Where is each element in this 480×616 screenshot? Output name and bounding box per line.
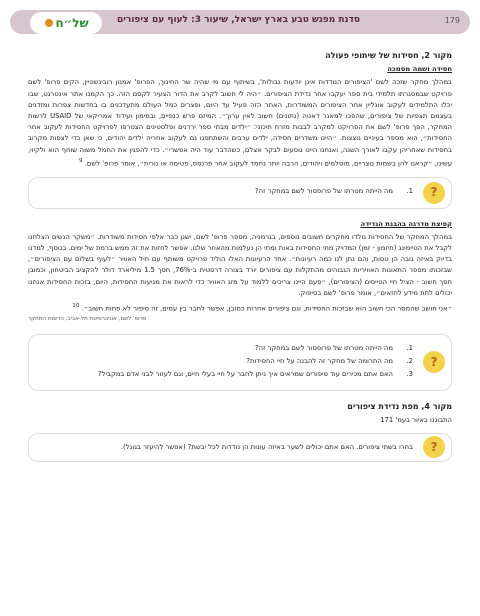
source-4-subheading: התבוננו באיור בעמ' 171 (380, 416, 452, 425)
logo (30, 12, 102, 34)
question-text: האם אתם מכירים עוד סיפורים שמראים איך ניתן לחבר על חיי בעלי חיים, וגם לעזור לבני אדם במקביל? (98, 370, 393, 378)
main-content (28, 50, 452, 462)
question-box (28, 177, 452, 208)
question-item (39, 186, 413, 197)
question-item (39, 343, 413, 354)
question-text: מה הייתה מטרתו של פרופסור לשם במחקר זה? (255, 187, 393, 196)
section-2-subheading: קפיצת מדרגה בהבנת הנדידה (360, 219, 452, 228)
footnote-mark: 10 (72, 302, 80, 309)
question-text: בחרו בשתי ציפורים. האם אתם יכולים לשער באיזה עונות הן נודדות לכל יבשת? (אפשר להיעזר בגוגל). (120, 442, 413, 451)
question-list (39, 343, 413, 381)
paragraph-text: ״אני חושב שהמסר הכי חשוב הוא שבזכות החסידות, וגם ציפורים אחרות כמובן, אפשר לחבר בין עמים, זה סיפור לא פחות חשוב״. (81, 304, 452, 313)
header-title: סדנת מפגש טבע בארץ ישראל, שיעור 3: לעוף עם ציפורים (116, 15, 360, 25)
question-number: 3. (406, 370, 413, 378)
question-text: מה הייתה מטרתו של פרופסור לשם במחקר זה? (255, 343, 393, 352)
paragraph (28, 301, 452, 314)
footnote-mark: 9 (78, 157, 83, 164)
question-number: 1. (406, 187, 413, 196)
question-item (39, 356, 413, 367)
question-icon: ? (423, 182, 445, 204)
paragraph-text: במהלך מחקר שזכה לשם 'הציפורים הנודדות אינן יודעות גבולות', בשיתוף עם מי שהיה שר החינוך, הפרופ' אמנון רובינשטיין, הקים פרופ' לשם פרויקט שבמסגרתו תלמידי בית ספר יעקבו אחר נדידת הציפורים. ״היה לי חשוב לקרב את הדור הצעיר לקסם הזה. כך הקמנו אתר אינטרנט, שבו יכלו התלמידים לעקוב אונליין אחר הציפורים המשודרות, האתר הזה פעיל עד היום, ופצרים כמל העולם מתעדכנים בו בחדשות צפרות ומזדנים בעצמם תצפיות של ציפורים, שהפכו למאגר דאטה (נתונים) חשוב לאין ערוך״. המיזם פרש כנפיים, ובמימון ועידוד אמריקאי של USAID לרשות המחקר, הפך פרופ' לשם את הפרויקט למקרב לבבות מזרח תיכוני: ״ילדים מבתי ספר ירדנים ופלסטינים הצטרפו לפרויקט החסידות לעקוב אחר החסידות״, הוא מספר בעיניים נוצצות. ״היינו משדרים חסידה, ילדים ערבים והשתתפנו גם לעקוב אחריה ילדים יהודים, כי שאן כדי לצפות מקרוב בחסידות שאחריהן עקבו לאורך השנה, ואנחנו היינו נוסעים לבקר אצלם, כשהדבר עוד היה אפשרי״. כדי להפגין את החמל משוה שוחף הוא ולקיוי, עשינו, ״קראנו להן בשמות נוצריים, מוסלמים ויהודים, הרבה יותר נחמד לעקוב אחר פרנסס, פטימה או נורית״, אומר פרופ' לשם. (28, 78, 452, 168)
paragraph (28, 77, 452, 169)
logo-text: של״ח (55, 16, 89, 30)
credit: פרופ' לשם, אוניברסיטת תל-אביב, הדשות המחקר (28, 316, 147, 323)
question-text: מה התרומה של מחקר זה להבנה על חיי החסידות? (246, 356, 393, 365)
source-2-heading: מקור 2, חסידות של שיתופי פעולה (325, 51, 452, 60)
page-header (10, 10, 470, 34)
question-icon: ? (423, 351, 445, 373)
logo-dot-icon (45, 19, 53, 27)
paragraph-text: במהלך המחקר של החסידות נולדו מחקרים חשובים נוספים, בגרמניה, מספר פרופ' לשם, ישנן כבר אלפי חסידות משודרות. ״משקר הנשים הצלחנו לקבל את הטיימינג (תיזמון - זמן) המדויק מתי החסידות באות ומתי הן נעלמות מהאוזר שלנו. אפשר לחזות את זה ממש ברמת של ימים. בנוסף, למדנו בדיוק באיזה גובה הן טסות, והם נתן לנו כמה רעיונות״. אחד הרעיונות האלו הוליד פרויקט משותף עם חיל האוויר ״לעוף בשלום עם הציפורים״, שבזכותו מספר התאונות האוויריות הגבוהים מהתקלות עם ציפורים יורד בצורה דרסטית ב-76%, חסך 1.5 מיליארד דולר להקציב הביטחון, וכמובן חסך חשוב - הציל חיי הטייסים (הציפורים), ״פעם היינו צריכים ללמוד על מזג האוויר כדי לראות את מגיעות החסידות, היום, בזכות החסידות אנחנו יכולים לתת מידע לחזאים״, אומר פרופ' לשם בסיפוק. (28, 232, 452, 297)
question-box (28, 433, 452, 462)
source-2-subheading: חסידה ושמה מסמכה (387, 65, 452, 74)
question-number: 2. (406, 356, 413, 365)
question-icon: ? (423, 436, 445, 458)
source-4-heading: מקור 4, מפת נדידת ציפורים (347, 402, 452, 412)
question-list (39, 186, 413, 197)
question-box (28, 334, 452, 392)
paragraph (28, 232, 452, 299)
question-number: 1. (406, 343, 413, 352)
question-item (39, 369, 413, 380)
page-number: 179 (444, 16, 460, 25)
